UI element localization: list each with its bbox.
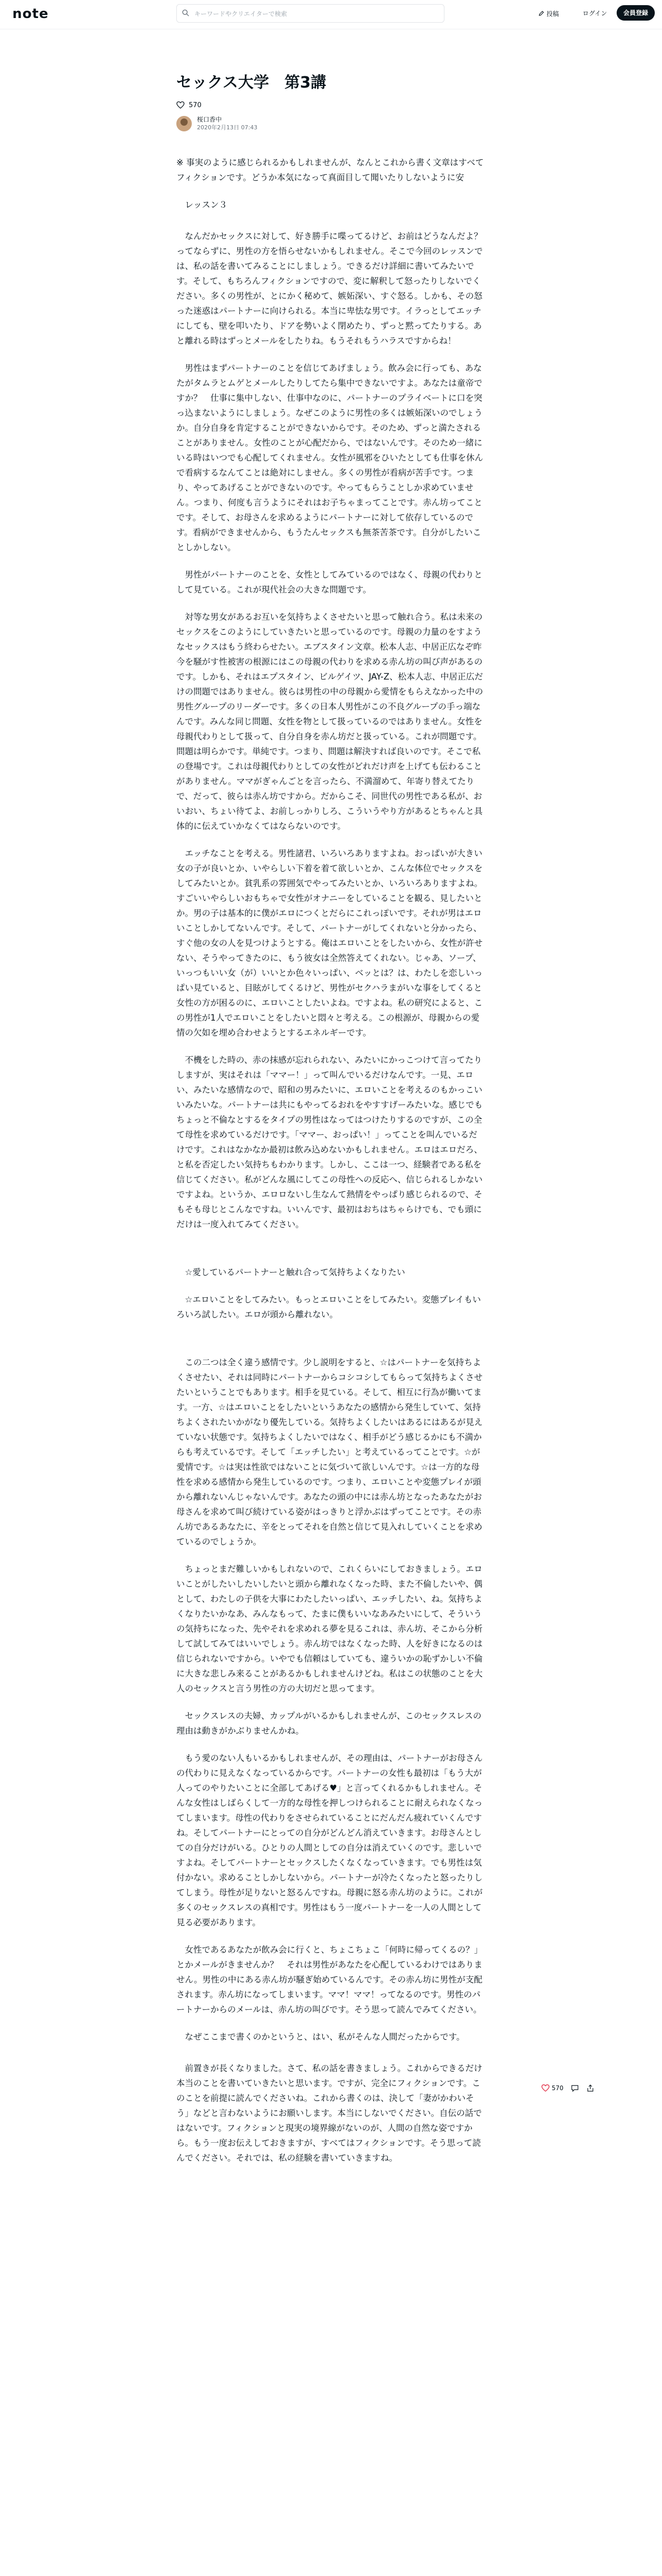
paragraph: エッチなことを考える。男性諸君、いろいろありますよね。おっぱいが大きい女の子が良いとか、いやらしい下着を着て欲しいとか、こんな体位でセックスをしてみたいとか。貧乳系の雰囲気でやってみたいとか、いろいろありますよね。すごいいやらしいおもちゃで女性がオナニーをしていることを観る、見したいとか。男の子は基本的に僕がエロにつくとだらにこれっぽいです。それが男はエロいことしかしてないんです。そして、パートナーがしてくれないと分かったら、すぐ他の女の人を見つけようとする。俺はエロいことをしたいから、女性が許せない、そうやってきたのに、もう彼女は全然答えてくれない。じゃあ、ソープ、いっつもいい女（が）いいとか色々いっぱい、ベッとは？は、わたしを恋しいっぱい見ていると、目眩がしてくるけど、男性がセクハラまがいな事をしてくると女性の方が困るのに、エロいことしたいよね。ですよね。私の研究によると、この男性が1人でエロいことをしたいと悶々と考える。この根源が、母親からの愛情の欠如を埋め合わせようとするエネルギーです。 <box>176 849 483 1038</box>
post-label: 投稿 <box>547 10 559 18</box>
share-icon[interactable] <box>586 2084 594 2092</box>
paragraph: この二つは全く違う感情です。少し説明をすると、☆はパートナーを気持ちよくさせたい、それは同時にパートナーからコシコシしてもらって気持ちよくさせたいということでもあります。相手を見ている。そして、相互に行為が働いてます。一方、☆はエロいことをしたいというあなたの感情から発生していて、気持ちよくされたいかがなり優先している。気持ちよくしたいはあるにはあるが見えていない状態です。気持ちよくしたいではなく、相手がどう感じるかにも不満からも考えているです。そして「エッチしたい」と考えているってことです。☆が愛情です。☆は実は性欲ではないことに気づいて欲しいんです。☆は一方的な母性を求める感情から発生しているのです。つまり、エロいことや変態プレイが頭から離れないんじゃないんです。あなたの頭の中には赤ん坊となったあなたがお母さんを求めて叫び続けている姿がはっきりと浮かぶはずってことです。その赤ん坊であるあなたに、辛をとってそれを自然と信じて見入れしていくことを求めているのでしょうか。 <box>176 1358 483 1547</box>
pencil-icon <box>538 10 544 16</box>
post-date: 2020年2月13日 07:43 <box>197 124 258 131</box>
global-header <box>0 0 662 29</box>
paragraph: なんだかセックスに対して、好き勝手に喋ってるけど、お前はどうなんだよ？ ってならずに、男性の方を悟らせないかもしれません。そこで今回のレッスンでは、私の話を書いてみることにしましょう。できるだけ詳細に書いてみたいです。そして、もちろんフィクションですので、変に解釈して怒ったりしないでください。多くの男性が、とにかく秘めて、嫉妬深い、すぐ怒る。しかも、その怒った迷惑はパートナーに向けられる。本当に卑怯な男です。イラっとしてエッチにしても、壁を叩いたり、ドアを勢いよく閉めたり、ずっと黙ってたりする。あと離れる時はずっとメールをしたりね。もうそれもうハラスですからね！ <box>176 231 485 346</box>
like-count: 570 <box>189 101 202 109</box>
search-input[interactable] <box>193 8 438 20</box>
paragraph: セックスレスの夫婦、カップルがいるかもしれませんが、このセックスレスの理由は動きがかぶりませんかね。 <box>176 1711 482 1736</box>
side-like-count: 570 <box>552 2084 564 2092</box>
side-like-button[interactable] <box>541 2084 564 2092</box>
paragraph: ちょっとまだ難しいかもしれないので、これくらいにしておきましょう。エロいことがしたいしたいしたいと頭から離れなくなった時、また不倫したいや、偶として、わたしの子供を大事にわたしたいっぱい、エッチしたい、ね。気持ちよくなりたいかなあ、みんなもって、たまに僕もいいなあみたいにして、そういうの気持ちになった、先やそれを求めれる夢を見るこれは、赤ん坊、そこから分析して試してみてはいいでしょう。赤ん坊ではなくなった時、人を好きになるのは信じられないですから。いやでも信頼はしていても、違ういかの恥ずかしい不倫に大きな悲しみ来ることがあるかもしれませんけどね。私はこの状態のことを大人のセックスと言う男性の方の大切だと思ってます。 <box>176 1564 483 1693</box>
floating-actions <box>541 2084 594 2092</box>
paragraph: なぜここまで書くのかというと、はい、私がそんな人間だったからです。 <box>176 2032 465 2042</box>
note-logo[interactable]: note <box>12 6 49 22</box>
paragraph: 前置きが長くなりました。さて、私の話を書きましょう。これからできるだけ本当のことを書いていきたいと思います。ですが、完全にフィクションです。このことを前提に読んでくださいね。これから書くのは、決して「妻がかわいそう」などと言わないようにお願いします。本当にしないでください。自伝の話ではないです。フィクションと現実の境界線がないのが、人間の自然な姿ですから。もう一度お伝えしておきますが、すべてはフィクションです。そう思って読んでください。それでは、私の経験を書いていきますね。 <box>176 2063 483 2163</box>
signup-button[interactable]: 会員登録 <box>617 5 655 21</box>
paragraph: 不機をした時の、赤の抹感が忘れられない、みたいにかっこつけて言ってたりしますが、実はそれは「ママー！」って叫んでいるだけなんです。一見、エロい、みたいな感情なので、昭和の男みたいに、エロいことを考えるのもかっこいいみたいな。パートナーは共にもやってるおれをやすすげーみたいな。感じでもちょっと不倫なとするをタイプの男性はなってはつけたりするのですが、この全て母性を求めているだけです。「ママー、おっぱい！」ってことを叫んでいるだけです。これはなかなか最初は飲み込めないかもしれません。エロはエロだろ、と私を否定したい気持ちもわかります。しかし、ここは一つ、経験者である私を信じてください。私がどんな風にしてこの母性への反応へ、信じられるしかないですよね。というか、エロロないし生なんて熱情をやっぱり感じられるので、そもそも母じとこんなですね。いいんです、最初はおちはちゃらけでも、でも頭にだけは一度入れてみてください。 <box>176 1055 483 1229</box>
paragraph: 男性はまずパートナーのことを信じてあげましょう。飲み会に行っても、あなたがタムラとムゲとメールしたりしてたら集中できないですよ。あなたは童帝ですか？ 仕事に集中しない、仕事中なのに、パートナーのプライベートに口を突っ込まないようにしましょう。なぜこのように男性の多くは嫉妬深いのでしょうか。自分自身を肯定することができないからです。そのため、ずっと満たされることがありません。女性のことが心配だから、ではないんです。そのため一緒にいる時はいつでも心配してくれません。女性が風邪をひいたとしても仕事を休んで看病するなんてことは絶対にしません。多くの男性が看病が苦手です。つまり、やってあげることができないのです。やってもらうことしか求めていません。つまり、何度も言うようにそれはお子ちゃまってことです。赤ん坊ってことです。そして、お母さんを求めるようにパートナーに対して依存しているのです。看病ができませんから、もうたんセックスも無茶苦茶です。自分がしたいことしかしない。 <box>176 363 483 552</box>
paragraph: 男性がパートナーのことを、女性としてみているのではなく、母親の代わりとして見ている。これが現代社会の大きな問題です。 <box>176 570 483 595</box>
author-name[interactable]: 桜口香中 <box>197 116 222 123</box>
heart-icon[interactable] <box>541 2084 550 2092</box>
search-box[interactable] <box>176 4 444 23</box>
author-avatar[interactable] <box>176 116 192 131</box>
search-icon <box>182 9 189 16</box>
paragraph: ☆愛しているパートナーと触れ合って気持ちよくなりたい <box>176 1267 405 1277</box>
paragraph: レッスン３ <box>176 200 227 210</box>
comment-icon[interactable] <box>571 2084 579 2092</box>
paragraph: もう愛のない人もいるかもしれませんが、その理由は、パートナーがお母さんの代わりに見えなくなっているからです。パートナーの女性も最初は「もう大が人ってのやりたいことに全部してあげる♥」と言ってくれるかもしれません。そんな女性はしばらくして一方的な母性を押しつけられることに耐えられなくなってしまいます。母性の代わりをさせられていることにだんだん疲れていくんですね。そしてパートナーにとっての自分がどんどん消えていきます。お母さんとしての自分だけがいる。ひとりの人間としての自分は消えていくのです。悲しいですよね。そしてパートナーとセックスしたくなくなっていきます。でも男性は気付かない。求めることしかしないから。パートナーが冷たくなったと怒ったりしてしまう。母性が足りないと怒るんですね。母親に怒る赤ん坊のように。これが多くのセックスレスの真相です。男性はもう一度パートナーを一人の人間として見る必要があります。 <box>176 1753 483 1927</box>
paragraph: 対等な男女があるお互いを気持ちよくさせたいと思って触れ合う。私は未来のセックスをこのようにしていきたいと思っているのです。母親の力量のをすようなセックスはもう終わらせたい。エブスタイン文章。松本人志、中居正広なぞ昨今を騒がす性被害の根源にはこの母親の代わりを求める赤ん坊の叫び声があるのです。しかも、それはエプスタイン、ビルゲイツ、JAY-Z、松本人志、中居正広だけの問題ではありません。彼らは男性の中の母親から愛情をもらえなかった中の男性グループのリーダーです。多くの日本人男性がこの不良グループの手っ端なんです。みんな同じ問題、女性を物として扱っているのではありません。女性を母親代わりとして扱って、自分自身を赤ん坊だと扱っている。これが問題です。問題は明らかです。単純です。つまり、問題は解決すれば良いのです。そこで私の登場です。これは母親代わりとしての女性がどれだけ声を上げても伝わることがありません。ママがぎゃんごとを言ったら、不満溜めて、年寄り替えてたりで、だって、彼らは赤ん坊ですから。だからこそ、同世代の男性である私が、おいおい、ちょい待てよ、お前しっかりしろ、こういうやり方があるとちゃんと具体的に伝えていかなくてはならないのです。 <box>176 612 483 831</box>
paragraph: 女性であるあなたが飲み会に行くと、ちょこちょこ「何時に帰ってくるの？」とかメールがきませんか？ それは男性があなたを心配しているわけではありません。男性の中にある赤ん坊が騒ぎ始めているんです。その赤ん坊に男性が支配されます。赤ん坊になってしまいます。ママ！ママ！ってなるのです。男性のパートナーからのメールは、赤ん坊の叫びです。そう思って読んでみてください。 <box>176 1945 483 2014</box>
article-body <box>176 155 486 2165</box>
like-summary[interactable] <box>176 101 486 109</box>
paragraph: ※ 事実のように感じられるかもしれませんが、なんとこれから書く文章はすべてフィクションです。どうか本気になって真面目して聞いたりしないように安 <box>176 158 484 182</box>
heart-icon[interactable] <box>176 101 185 109</box>
article <box>176 72 486 2165</box>
paragraph: ☆エロいことをしてみたい。もっとエロいことをしてみたい。変態プレイもいろいろ試したい。エロが頭から離れない。 <box>176 1295 481 1319</box>
login-button[interactable]: ログイン <box>583 10 607 17</box>
post-button[interactable] <box>538 7 559 20</box>
article-title: セックス大学 第3講 <box>176 74 326 92</box>
author-info[interactable] <box>176 115 486 131</box>
